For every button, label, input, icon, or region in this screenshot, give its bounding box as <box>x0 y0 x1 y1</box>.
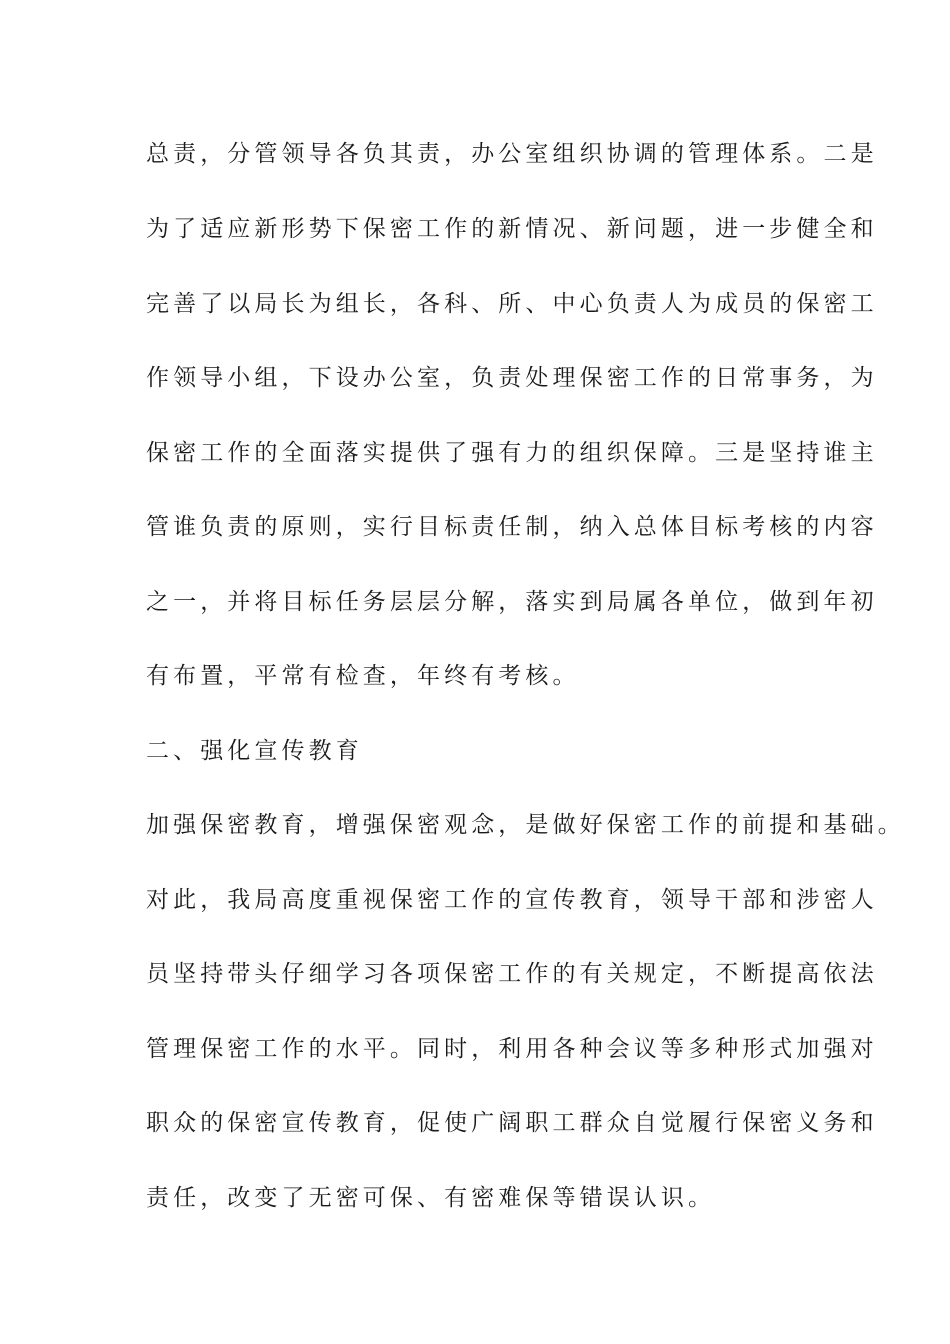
paragraph-line: 完善了以局长为组长，各科、所、中心负责人为成员的保密工 <box>146 291 878 317</box>
paragraph-line: 有布置，平常有检查，年终有考核。 <box>146 663 580 689</box>
paragraph-line: 责任，改变了无密可保、有密难保等错误认识。 <box>146 1185 716 1211</box>
paragraph-line: 保密工作的全面落实提供了强有力的组织保障。三是坚持谁主 <box>146 440 878 466</box>
section-heading: 二、强化宣传教育 <box>146 738 363 764</box>
paragraph-line: 为了适应新形势下保密工作的新情况、新问题，进一步健全和 <box>146 216 878 242</box>
paragraph-line: 管谁负责的原则，实行目标责任制，纳入总体目标考核的内容 <box>146 514 878 540</box>
paragraph-line: 总责，分管领导各负其责，办公室组织协调的管理体系。二是 <box>146 141 878 167</box>
paragraph-line: 员坚持带头仔细学习各项保密工作的有关规定，不断提高依法 <box>146 961 878 987</box>
paragraph-line: 加强保密教育，增强保密观念，是做好保密工作的前提和基础。 <box>146 812 905 838</box>
paragraph-line: 管理保密工作的水平。同时，利用各种会议等多种形式加强对 <box>146 1036 878 1062</box>
paragraph-line: 对此，我局高度重视保密工作的宣传教育，领导干部和涉密人 <box>146 887 878 913</box>
paragraph-line: 之一，并将目标任务层层分解，落实到局属各单位，做到年初 <box>146 589 878 615</box>
paragraph-line: 作领导小组，下设办公室，负责处理保密工作的日常事务，为 <box>146 365 878 391</box>
paragraph-line: 职众的保密宣传教育，促使广阔职工群众自觉履行保密义务和 <box>146 1110 878 1136</box>
